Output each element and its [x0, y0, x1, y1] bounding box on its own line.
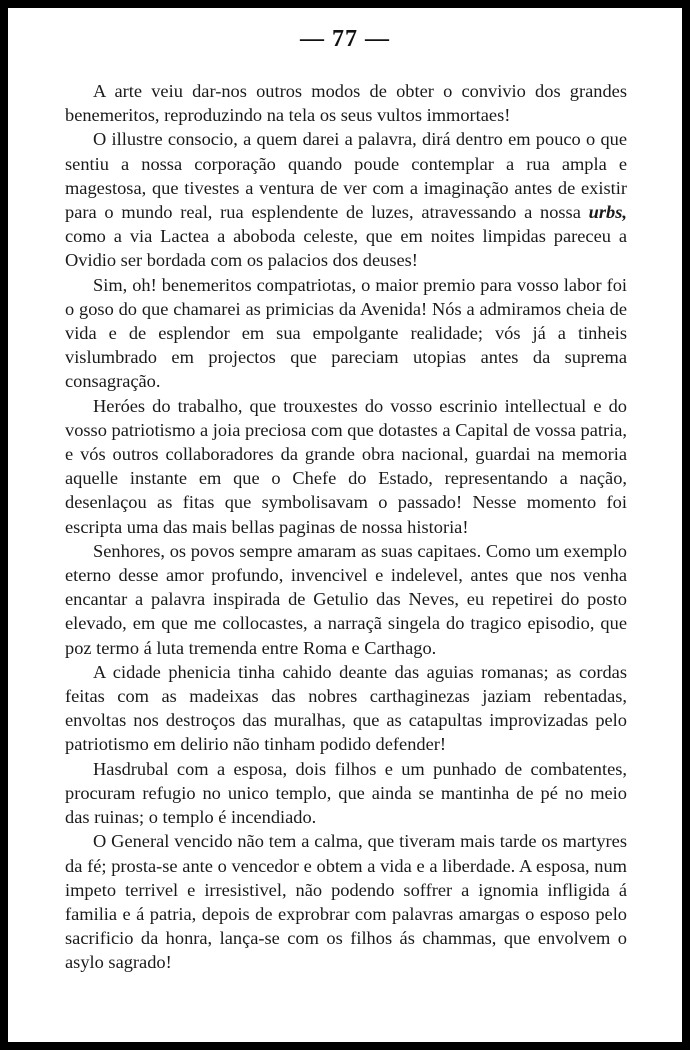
paragraph-7: Hasdrubal com a esposa, dois filhos e um punhado de combatentes, procuram refugio no unico templo, que ainda se mantinha de pé no meio das ruinas; o templo é incendiado. — [65, 758, 627, 828]
book-page — [8, 8, 682, 1042]
paragraph-2 — [65, 127, 627, 272]
paragraph-1: A arte veiu dar-nos outros modos de obter o convivio dos grandes benemeritos, reproduzindo na tela os seus vultos immortaes! — [65, 81, 627, 126]
paragraph-8: O General vencido não tem a calma, que tiveram mais tarde os martyres da fé; prosta-se ante o vencedor e obtem a vida e a liberdade. A esposa, num impeto terrivel e irresistivel, não podendo soffrer a ignomia infligida á familia e á patria, depois de exprobrar com palavras amargas o esposo pelo sacrificio da honra, lança-se com os filhos ás chammas, que envolvem o asylo sagrado! — [65, 831, 627, 973]
paragraph-6: A cidade phenicia tinha cahido deante das aguias romanas; as cordas feitas com as madeixas das nobres carthaginezas jaziam rebentadas, envoltas nos destroços das muralhas, que as catapultas improvizadas pelo patriotismo em delirio não tinham podido defender! — [65, 661, 627, 755]
paragraph-4: Heróes do trabalho, que trouxestes do vosso escrinio intellectual e do vosso patriotismo a joia preciosa com que dotastes a Capital de vossa patria, e vós outros collaboradores da grande obra nacional, guardai na memoria aquelle instante em que o Chefe do Estado, representando a nação, desenlaçou as fitas que symbolisavam o passado! Nesse momento foi escripta uma das mais bellas paginas de nossa historia! — [65, 395, 627, 537]
paragraph-3: Sim, oh! benemeritos compatriotas, o maior premio para vosso labor foi o goso do que chamarei as primicias da Avenida! Nós a admiramos cheia de vida e de esplendor em sua empolgante realidade; vós já a tinheis vislumbrado em projectos que pareciam utopias antes da suprema consagração. — [65, 274, 627, 392]
paragraph-2-text-end: como a via Lactea a aboboda celeste, que em noites limpidas pareceu a Ovidio ser bordada com os palacios dos deuses! — [65, 226, 627, 271]
page-number: — 77 — — [300, 26, 390, 52]
paragraph-5: Senhores, os povos sempre amaram as suas capitaes. Como um exemplo eterno desse amor profundo, invencivel e indelevel, antes que nos venha encantar a palavra inspirada de Getulio das Neves, eu repetirei do posto elevado, em que me collocastes, a narraçã singela do tragico episodio, que poz termo á luta tremenda entre Roma e Carthago. — [65, 540, 627, 658]
paragraph-2-text-start: O illustre consocio, a quem darei a palavra, dirá dentro em pouco o que sentiu a nossa corporação quando poude contemplar a rua ampla e magestosa, que tivestes a ventura de ver com a imaginação antes de existir para o mundo real, rua esplendente de luzes, atravessando a nossa — [65, 129, 627, 223]
body-text — [65, 79, 627, 975]
italic-word-urbs: urbs, — [588, 202, 627, 223]
